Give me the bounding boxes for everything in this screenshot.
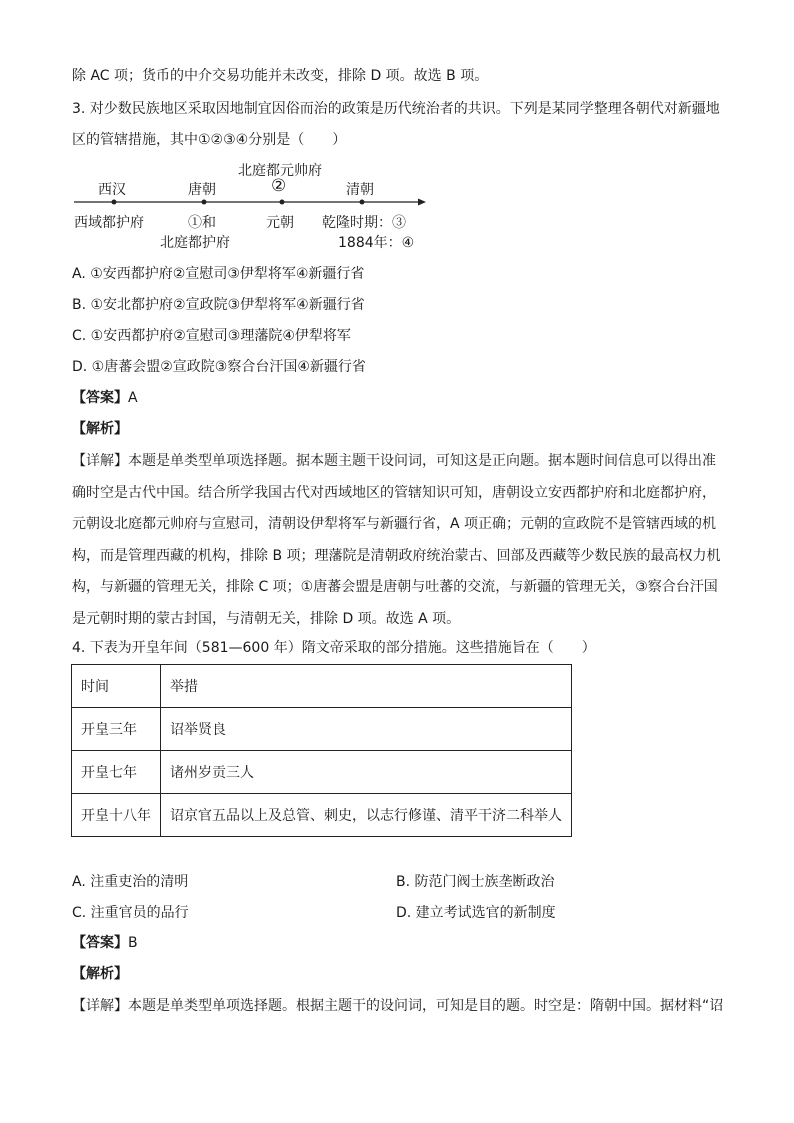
label-qingchao: 清朝 — [346, 182, 374, 198]
label-beiting-yuanshuaifu: 北庭都元帅府 — [238, 163, 322, 179]
q4-measures-table — [71, 664, 572, 837]
q3-option-d: D. ①唐蕃会盟②宣政院③察合台汗国④新疆行省 — [72, 359, 366, 375]
table-header-cell: 举措 — [161, 665, 572, 708]
label-1884: 1884年：④ — [338, 235, 415, 251]
label-qianlong: 乾隆时期：③ — [322, 215, 406, 231]
table-cell: 开皇三年 — [72, 708, 161, 751]
timeline-point-xihan — [112, 200, 117, 205]
q4-detail: 【详解】本题是单类型单项选择题。根据主题干的设问词，可知是目的题。时空是：隋朝中国。据材料“诏 — [72, 998, 724, 1014]
timeline-point-tang — [202, 200, 207, 205]
label-yuanchao: 元朝 — [266, 215, 294, 231]
q3-analysis-label: 【解析】 — [72, 421, 128, 437]
label-tangchao: 唐朝 — [188, 182, 216, 198]
q3-detail-line: 元朝设北庭都元帅府与宣慰司，清朝设伊犁将军与新疆行省，A 项正确；元朝的宣政院不是管辖西域的机 — [72, 516, 717, 532]
q3-answer-label: 【答案】 — [72, 390, 128, 406]
table-cell: 诏举贤良 — [161, 708, 572, 751]
q3-option-c: C. ①安西都护府②宣慰司③理藩院④伊犁将军 — [72, 328, 351, 344]
prev-answer-tail: 除 AC 项；货币的中介交易功能并未改变，排除 D 项。故选 B 项。 — [72, 68, 489, 84]
q3-detail — [72, 446, 724, 635]
timeline-point-qing — [360, 200, 365, 205]
q4-answer-value: B — [128, 935, 138, 951]
q4-answer — [72, 933, 138, 953]
q4-stem: 4. 下表为开皇年间（581—600 年）隋文帝采取的部分措施。这些措施旨在（ ） — [72, 640, 596, 656]
timeline-arrow-icon — [418, 199, 426, 206]
q4-analysis-label: 【解析】 — [72, 966, 128, 982]
q3-detail-line: 构，而是管理西藏的机构，排除 B 项；理藩院是清朝政府统治蒙古、回部及西藏等少数民族的最高权力机 — [72, 547, 721, 564]
q3-option-a: A. ①安西都护府②宣慰司③伊犁将军④新疆行省 — [72, 266, 365, 282]
table-header-cell: 时间 — [72, 665, 161, 708]
q4-option-b: B. 防范门阀士族垄断政治 — [396, 874, 555, 890]
label-beiting-duhufu: 北庭都护府 — [160, 235, 230, 251]
q3-detail-line: 【详解】本题是单类型单项选择题。据本题主题干设问词，可知这是正向题。据本题时间信息可以得出准 — [72, 453, 716, 469]
table-row — [72, 751, 572, 794]
label-circle-2: ② — [271, 176, 287, 196]
table-row — [72, 708, 572, 751]
q3-detail-line: 是元朝时期的蒙古封国，与清朝无关，排除 D 项。故选 A 项。 — [72, 610, 461, 627]
table-cell: 诏京官五品以上及总管、刺史，以志行修谨、清平干济二科举人 — [161, 794, 572, 837]
label-xiyu-duhufu: 西域都护府 — [74, 215, 144, 231]
q4-answer-label: 【答案】 — [72, 935, 128, 951]
table-header-row — [72, 665, 572, 708]
table-cell: 诸州岁贡三人 — [161, 751, 572, 794]
q4-option-a: A. 注重吏治的清明 — [72, 874, 189, 890]
table-cell: 开皇七年 — [72, 751, 161, 794]
table-row — [72, 794, 572, 837]
q3-option-b: B. ①安北都护府②宣政院③伊犁将军④新疆行省 — [72, 297, 365, 313]
q3-answer — [72, 388, 138, 408]
q3-stem-line2: 区的管辖措施，其中①②③④分别是（ ） — [72, 132, 347, 148]
q3-timeline-figure — [70, 160, 450, 260]
q3-answer-value: A — [128, 390, 138, 406]
q4-option-c: C. 注重官员的品行 — [72, 905, 189, 921]
q4-option-d: D. 建立考试选官的新制度 — [396, 905, 556, 921]
q3-detail-line: 确时空是古代中国。结合所学我国古代对西域地区的管辖知识可知，唐朝设立安西都护府和北庭都护府， — [72, 484, 716, 501]
table-cell: 开皇十八年 — [72, 794, 161, 837]
q3-stem-line1: 3. 对少数民族地区采取因地制宜因俗而治的政策是历代统治者的共识。下列是某同学整理各朝代对新疆地 — [72, 101, 720, 117]
timeline-point-yuan — [280, 200, 285, 205]
label-circle1-he: ①和 — [188, 215, 216, 231]
label-xihan: 西汉 — [98, 182, 126, 198]
q3-detail-line: 构，与新疆的管理无关，排除 C 项；①唐蕃会盟是唐朝与吐蕃的交流，与新疆的管理无关，③察合台汗国 — [72, 579, 718, 595]
